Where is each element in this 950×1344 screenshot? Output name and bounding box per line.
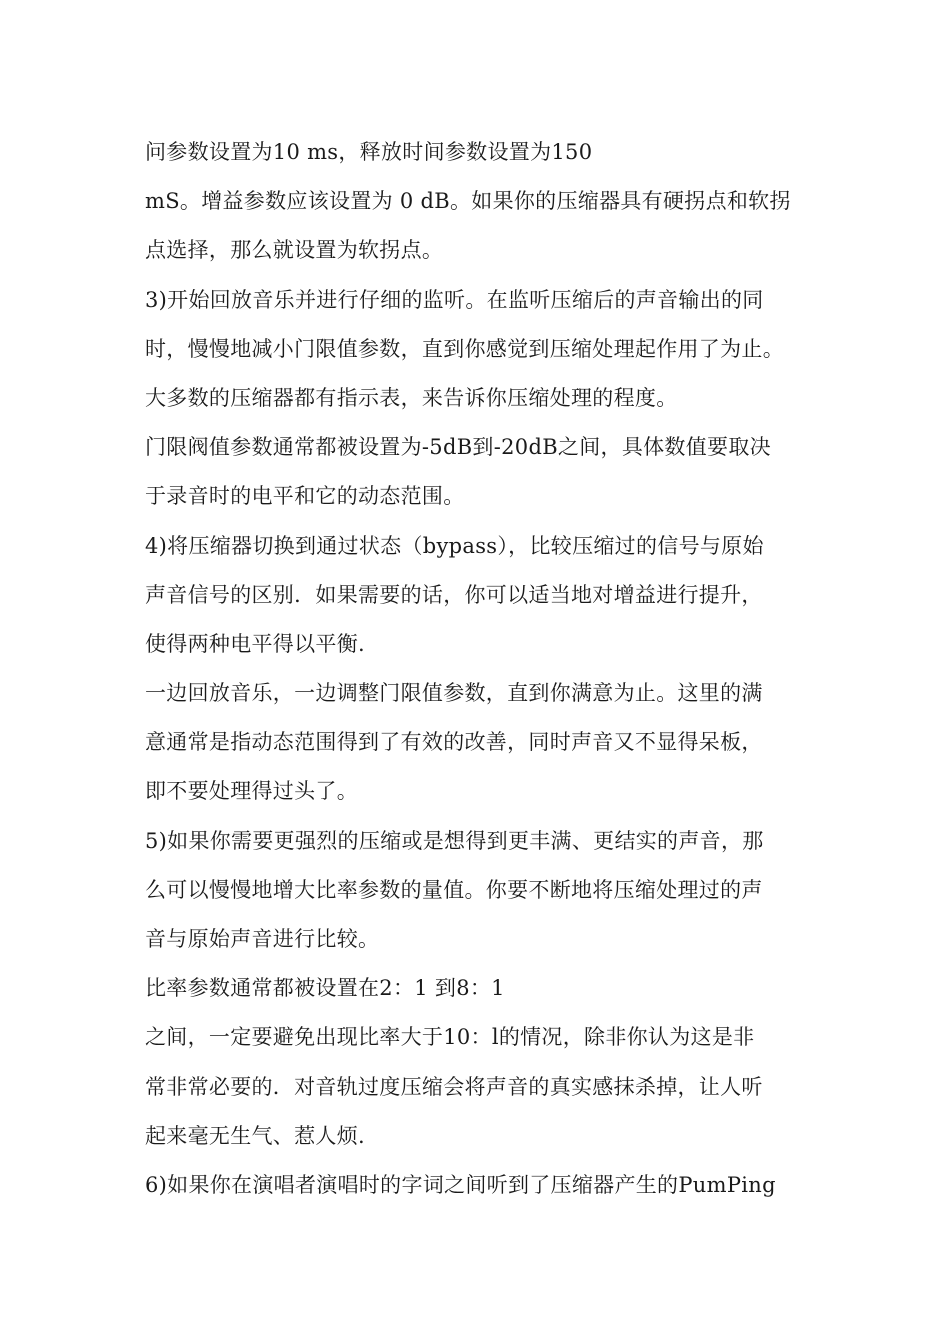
text-line: 声音信号的区别．如果需要的话，你可以适当地对增益进行提升， (145, 582, 763, 607)
text-line: 一边回放音乐，一边调整门限值参数，直到你满意为止。这里的满 (145, 681, 763, 706)
text-line: 4)将压缩器切换到通过状态（bypass），比较压缩过的信号与原始 (145, 533, 764, 558)
text-line: 于录音时的电平和它的动态范围。 (145, 484, 465, 509)
text-line: mS。增益参数应该设置为 0 dB。如果你的压缩器具有硬拐点和软拐 (145, 189, 791, 214)
text-line: 起来毫无生气、惹人烦. (145, 1123, 365, 1148)
document-body (145, 128, 815, 1210)
text-line: 时，慢慢地减小门限值参数，直到你感觉到压缩处理起作用了为止。 (145, 336, 784, 361)
text-line: 大多数的压缩器都有指示表，来告诉你压缩处理的程度。 (145, 385, 678, 410)
text-line: 使得两种电平得以平衡. (145, 631, 365, 656)
text-line: 3)开始回放音乐并进行仔细的监听。在监听压缩后的声音输出的同 (145, 287, 764, 312)
text-line: 意通常是指动态范围得到了有效的改善，同时声音又不显得呆板， (145, 730, 763, 755)
text-line: 音与原始声音进行比较。 (145, 927, 380, 951)
text-line: 么可以慢慢地增大比率参数的量值。你要不断地将压缩处理过的声 (145, 877, 763, 902)
text-line: 即不要处理得过头了。 (145, 779, 358, 804)
text-line: 问参数设置为10 ms，释放时间参数设置为150 (145, 140, 593, 164)
text-line: 点选择，那么就设置为软拐点。 (145, 238, 444, 263)
text-line: 常非常必要的．对音轨过度压缩会将声音的真实感抹杀掉，让人听 (145, 1074, 763, 1099)
text-line: 6)如果你在演唱者演唱时的字词之间听到了压缩器产生的PumPing (145, 1172, 776, 1197)
text-line: 门限阀值参数通常都被设置为-5dB到-20dB之间，具体数值要取决 (145, 435, 771, 460)
text-line: 5)如果你需要更强烈的压缩或是想得到更丰满、更结实的声音，那 (145, 828, 764, 853)
text-line: 比率参数通常都被设置在2：1 到8：1 (145, 976, 505, 1001)
text-line: 之间，一定要避免出现比率大于10：l的情况，除非你认为这是非 (145, 1025, 755, 1050)
